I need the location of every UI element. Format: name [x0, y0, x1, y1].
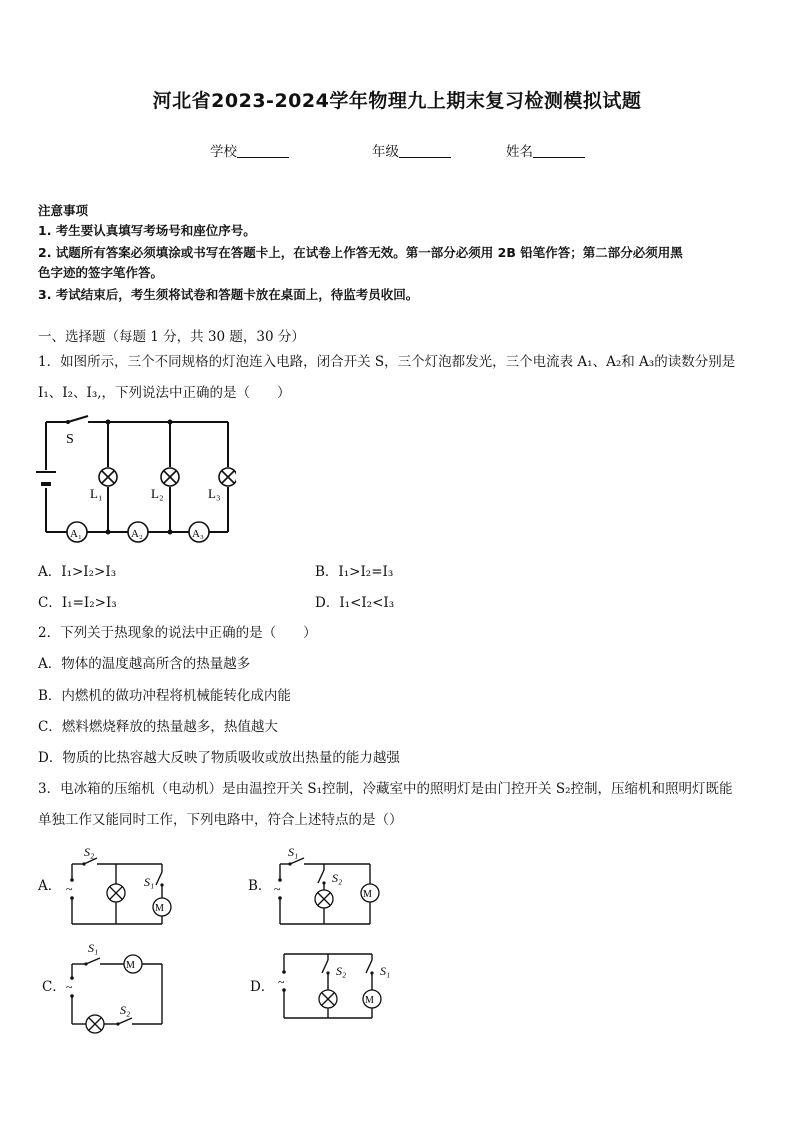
q1-option-c[interactable]: C．I₁=I₂>I₃ — [38, 595, 117, 611]
q3-stem-cont: 单独工作又能同时工作，下列电路中，符合上述特点的是（） — [38, 812, 403, 828]
q1-stem: 1．如图所示，三个不同规格的灯泡连入电路，闭合开关 S，三个灯泡都发光，三个电流表 A₁、A₂和 A₃的读数分别是 — [38, 354, 736, 370]
q2-option-b[interactable]: B．内燃机的做功冲程将机械能转化成内能 — [38, 688, 291, 704]
school-blank[interactable] — [237, 143, 289, 158]
lamp-label: L₃ — [208, 486, 221, 501]
grade-field — [372, 140, 451, 160]
q1-option-a[interactable]: A．I₁>I₂>I₃ — [38, 564, 117, 580]
q3-stem: 3．电冰箱的压缩机（电动机）是由温控开关 S₁控制，冷藏室中的照明灯是由门控开关 S₂控制，压缩机和照明灯既能 — [38, 781, 733, 797]
q1-circuit-diagram — [36, 410, 236, 545]
page-title: 河北省2023-2024学年物理九上期末复习检测模拟试题 — [152, 90, 642, 112]
q1-option-d[interactable]: D．I₁<I₂<I₃ — [315, 595, 395, 611]
ac-label: ~ — [274, 882, 281, 896]
meter-label: A₂ — [131, 528, 143, 540]
section-heading: 一、选择题（每题 1 分，共 30 题，30 分） — [38, 329, 305, 345]
switch-label: S — [66, 432, 74, 447]
note-item: 2. 试题所有答案必须填涂或书写在答题卡上，在试卷上作答无效。第一部分必须用 2B 铅笔作答；第二部分必须用黑 — [38, 245, 683, 260]
school-field — [210, 140, 289, 160]
s2-label: S₂ — [332, 871, 343, 885]
q1-stem-cont: I₁、I₂、I₃,，下列说法中正确的是（ ） — [38, 385, 291, 401]
s2-label: S₂ — [336, 964, 347, 978]
motor-label: M — [126, 960, 135, 971]
note-item: 1. 考生要认真填写考场号和座位序号。 — [38, 223, 256, 238]
q3-circuit-d — [276, 938, 401, 1028]
q2-option-a[interactable]: A．物体的温度越高所含的热量越多 — [38, 656, 251, 672]
q3-option-b[interactable]: B． — [248, 878, 272, 894]
q3-circuit-c — [64, 938, 174, 1038]
s1-label: S₁ — [88, 941, 99, 955]
note-item: 色字迹的签字笔作答。 — [38, 265, 164, 280]
q3-option-a[interactable]: A． — [38, 878, 62, 894]
ac-label: ~ — [66, 980, 73, 994]
ac-label: ~ — [278, 975, 285, 989]
q3-option-d[interactable]: D． — [250, 979, 275, 995]
name-label: 姓名 — [506, 144, 533, 160]
name-field — [506, 140, 585, 160]
name-blank[interactable] — [533, 143, 585, 158]
q1-option-b[interactable]: B．I₁>I₂=I₃ — [315, 564, 394, 580]
grade-blank[interactable] — [399, 143, 451, 158]
s1-label: S₁ — [288, 845, 299, 859]
motor-label: M — [155, 903, 164, 914]
lamp-label: L₁ — [90, 486, 103, 501]
s2-label: S₂ — [84, 845, 95, 859]
meter-label: A₁ — [70, 528, 82, 540]
meter-label: A₃ — [192, 528, 204, 540]
q3-option-c[interactable]: C． — [42, 979, 66, 995]
school-label: 学校 — [210, 144, 237, 160]
s2-label: S₂ — [120, 1003, 131, 1017]
motor-label: M — [363, 889, 372, 900]
ac-label: ~ — [66, 882, 73, 896]
s1-label: S₁ — [144, 875, 155, 889]
s1-label: S₁ — [380, 964, 391, 978]
q2-stem: 2．下列关于热现象的说法中正确的是（ ） — [38, 625, 317, 641]
notes-heading: 注意事项 — [38, 203, 89, 218]
q2-option-c[interactable]: C．燃料燃烧释放的热量越多，热值越大 — [38, 719, 278, 735]
motor-label: M — [365, 995, 374, 1006]
q3-circuit-b — [272, 842, 397, 932]
lamp-label: L₂ — [151, 486, 164, 501]
q3-circuit-a — [64, 842, 189, 932]
note-item: 3. 考试结束后，考生须将试卷和答题卡放在桌面上，待监考员收回。 — [38, 287, 419, 302]
grade-label: 年级 — [372, 144, 399, 160]
q2-option-d[interactable]: D．物质的比热容越大反映了物质吸收或放出热量的能力越强 — [38, 750, 400, 766]
